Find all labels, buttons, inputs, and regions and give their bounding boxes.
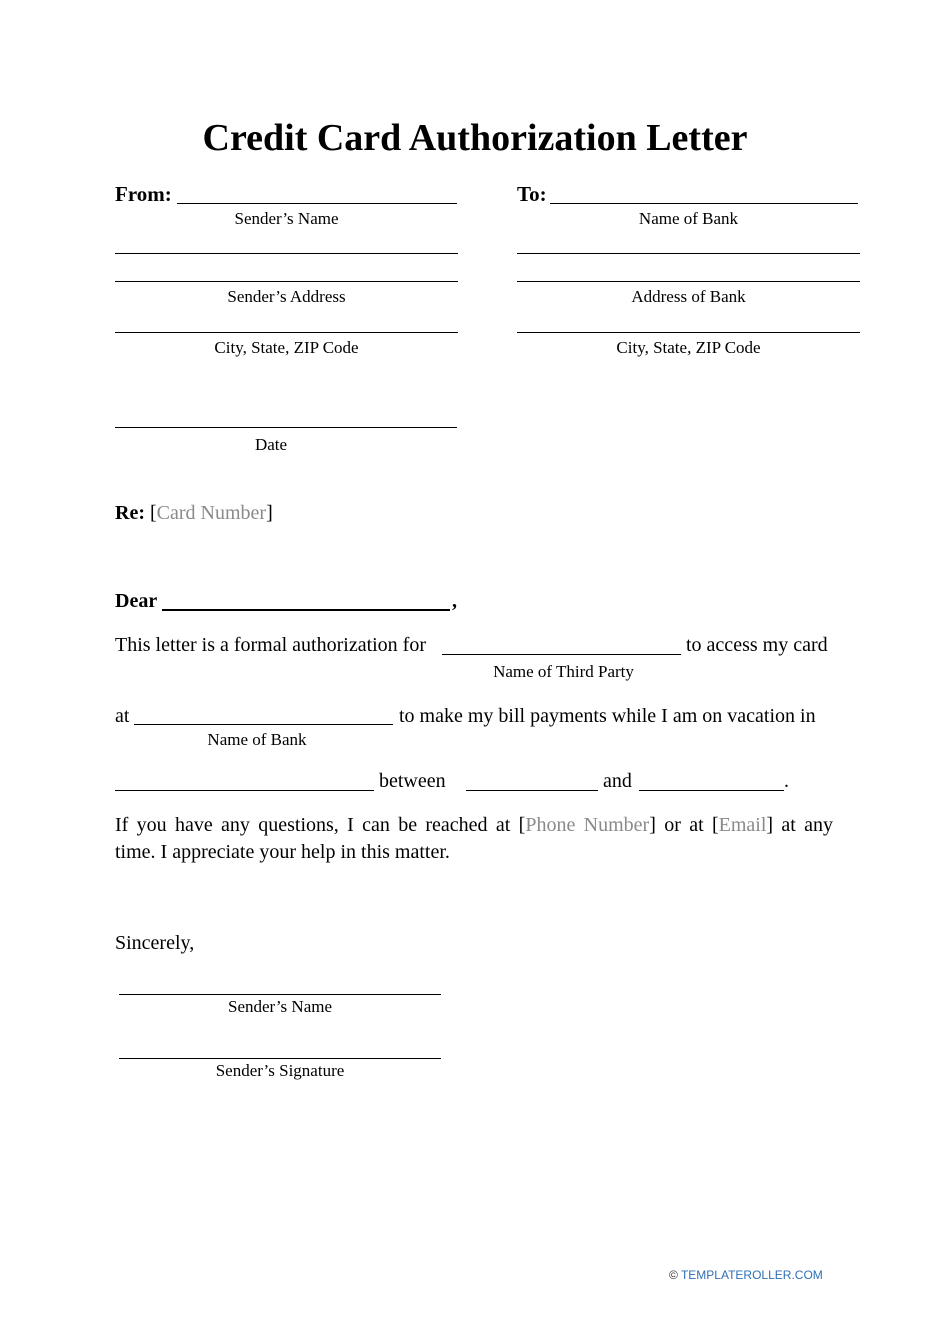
card-number-bracket-close: ] — [266, 502, 273, 524]
between-text: between — [379, 770, 446, 792]
contact-line1: If you have any questions, I can be reached at [Phone Number] or at [Email] at any — [115, 814, 834, 836]
third-party-caption: Name of Third Party — [493, 662, 634, 681]
start-date-line[interactable] — [466, 790, 598, 791]
contact-mid: or at — [664, 814, 704, 836]
line3-period: . — [784, 770, 789, 792]
recipient-name-line[interactable] — [162, 609, 450, 611]
to-label: To: — [517, 182, 547, 206]
signature-line[interactable] — [119, 1058, 441, 1059]
bank-address-caption: Address of Bank — [631, 287, 746, 306]
bank-line[interactable] — [134, 724, 393, 725]
and-text: and — [603, 770, 632, 792]
bank-city-caption: City, State, ZIP Code — [616, 338, 761, 357]
body-line2-pre: at — [115, 705, 130, 727]
sincerely: Sincerely, — [115, 932, 195, 954]
sender-address-line-2[interactable] — [115, 281, 458, 282]
sender-name-caption: Sender’s Name — [234, 209, 339, 228]
footer-site-link[interactable]: TEMPLATEROLLER.COM — [680, 1268, 823, 1282]
contact-line2: time. I appreciate your help in this matter. — [115, 841, 450, 863]
contact-pre: If you have any questions, I can be reached at — [115, 814, 511, 836]
from-label: From: — [115, 182, 172, 206]
card-number-bracket-open: [ — [149, 502, 157, 524]
end-date-line[interactable] — [639, 790, 784, 791]
bank-caption: Name of Bank — [207, 730, 307, 749]
phone-placeholder[interactable]: Phone Number — [525, 814, 650, 836]
closing-name-line[interactable] — [119, 994, 441, 995]
dear-label: Dear — [115, 590, 158, 612]
closing-name-caption: Sender’s Name — [227, 997, 333, 1016]
salutation-comma: , — [452, 590, 457, 612]
bank-city-line[interactable] — [517, 332, 860, 333]
salutation — [115, 588, 157, 614]
sender-city-line[interactable] — [115, 332, 458, 333]
sender-address-caption: Sender’s Address — [227, 287, 346, 306]
bank-address-line-1[interactable] — [517, 253, 860, 254]
body-line1-post: to access my card — [686, 634, 828, 656]
body-line2-post: to make my bill payments while I am on vacation in — [399, 705, 816, 727]
body-line1-pre: This letter is a formal authorization for — [115, 634, 427, 656]
sender-city-caption: City, State, ZIP Code — [214, 338, 359, 357]
contact-post: at any — [781, 814, 834, 836]
footer-credit — [669, 1267, 823, 1283]
bank-name-line[interactable] — [550, 203, 858, 204]
bank-name-caption: Name of Bank — [638, 209, 739, 228]
date-line[interactable] — [115, 427, 457, 428]
card-number-placeholder[interactable]: Card Number — [156, 502, 267, 524]
document-title: Credit Card Authorization Letter — [202, 117, 748, 159]
copyright-icon: © — [669, 1268, 678, 1282]
email-placeholder[interactable]: Email — [718, 814, 767, 836]
date-caption: Date — [254, 435, 288, 454]
re-line — [115, 500, 273, 526]
signature-caption: Sender’s Signature — [215, 1061, 345, 1080]
re-label: Re: — [115, 502, 145, 524]
sender-address-line-1[interactable] — [115, 253, 458, 254]
sender-name-line[interactable] — [177, 203, 457, 204]
third-party-line[interactable] — [442, 654, 681, 655]
bank-address-line-2[interactable] — [517, 281, 860, 282]
vacation-location-line[interactable] — [115, 790, 374, 791]
